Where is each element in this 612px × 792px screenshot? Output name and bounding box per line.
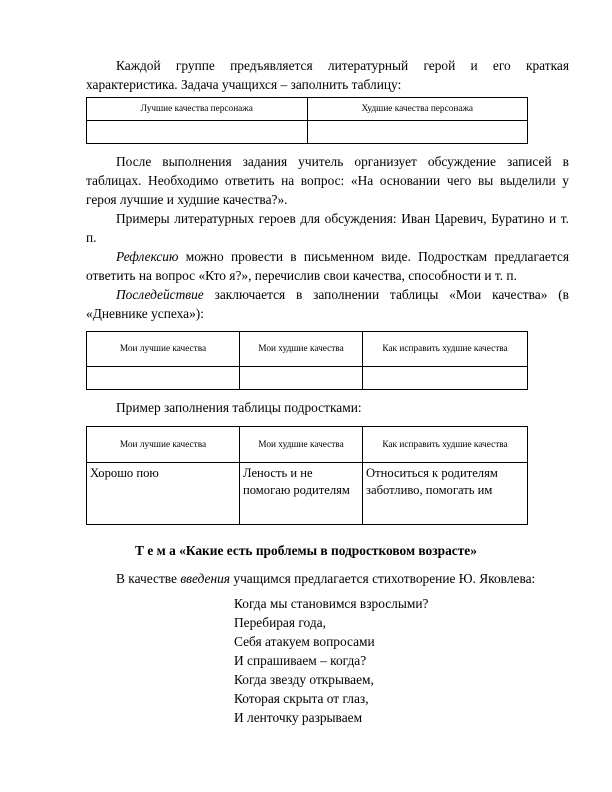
cell-how-to-fix-empty bbox=[363, 367, 528, 390]
para2-line-2: п. bbox=[86, 230, 97, 245]
sample-header-my-best: Мои лучшие качества bbox=[87, 427, 240, 463]
header-worst-qualities: Худшие качества персонажа bbox=[307, 98, 528, 121]
header-my-worst: Мои худшие качества bbox=[240, 332, 363, 367]
aftereffect-term: Последействие bbox=[116, 287, 204, 302]
para5: Пример заполнения таблицы подростками: bbox=[116, 400, 362, 415]
para3-line-1-rest: можно провести в письменном виде. Подросткам предлагается bbox=[178, 249, 569, 264]
para4-line-2: «Дневнике успеха»): bbox=[86, 306, 204, 321]
poem-line: Которая скрыта от глаз, bbox=[234, 691, 369, 706]
sample-table bbox=[86, 426, 528, 525]
para6-after: учащимся предлагается стихотворение Ю. Яковлева: bbox=[230, 571, 536, 586]
cell-best-empty bbox=[87, 121, 308, 144]
para3-line-2: ответить на вопрос «Кто я?», перечислив свои качества, способности и т. п. bbox=[86, 268, 517, 283]
poem-line: Когда звезду открываем, bbox=[234, 672, 374, 687]
topic-title bbox=[0, 543, 612, 559]
cell-my-worst-empty bbox=[240, 367, 363, 390]
para4-line-1 bbox=[86, 285, 569, 304]
sample-header-how-to-fix: Как исправить худшие качества bbox=[363, 427, 528, 463]
para1-line-1: После выполнения задания учитель организует обсуждение записей в bbox=[116, 154, 569, 169]
intro-line-2: характеристика. Задача учащихся – заполнить таблицу: bbox=[86, 77, 402, 92]
sample-cell-best: Хорошо пою bbox=[87, 463, 240, 525]
topic-name: «Какие есть проблемы в подростковом возрасте» bbox=[175, 543, 477, 558]
para6 bbox=[86, 569, 569, 588]
reflection-term: Рефлексию bbox=[116, 249, 179, 264]
poem-line: И спрашиваем – когда? bbox=[234, 653, 367, 668]
para1-line-2: таблицах. Необходимо ответить на вопрос: «На основании чего вы выделили у bbox=[86, 173, 569, 188]
para1-line-3: героя лучшие и худшие качества?». bbox=[86, 192, 288, 207]
poem-line: Себя атакуем вопросами bbox=[234, 634, 375, 649]
poem bbox=[234, 594, 554, 727]
header-best-qualities: Лучшие качества персонажа bbox=[87, 98, 308, 121]
intro-line-1: Каждой группе предъявляется литературный герой и его краткая bbox=[116, 58, 569, 73]
header-my-best: Мои лучшие качества bbox=[87, 332, 240, 367]
my-qualities-table bbox=[86, 331, 528, 390]
poem-line: И ленточку разрываем bbox=[234, 710, 363, 725]
header-how-to-fix: Как исправить худшие качества bbox=[363, 332, 528, 367]
sample-cell-fix: Относиться к родителям заботливо, помогать им bbox=[363, 463, 528, 525]
para6-before: В качестве bbox=[116, 571, 181, 586]
poem-line: Перебирая года, bbox=[234, 615, 326, 630]
para2-line-1: Примеры литературных героев для обсуждения: Иван Царевич, Буратино и т. bbox=[116, 211, 569, 226]
characters-table bbox=[86, 97, 528, 144]
poem-line: Когда мы становимся взрослыми? bbox=[234, 596, 429, 611]
topic-label: Т е м а bbox=[135, 543, 176, 558]
cell-my-best-empty bbox=[87, 367, 240, 390]
para3-line-1 bbox=[86, 247, 569, 266]
cell-worst-empty bbox=[307, 121, 528, 144]
sample-header-my-worst: Мои худшие качества bbox=[240, 427, 363, 463]
sample-cell-worst: Леность и не помогаю родителям bbox=[240, 463, 363, 525]
introduction-term: введения bbox=[180, 571, 231, 586]
para4-line-1-rest: заключается в заполнении таблицы «Мои качества» (в bbox=[203, 287, 569, 302]
